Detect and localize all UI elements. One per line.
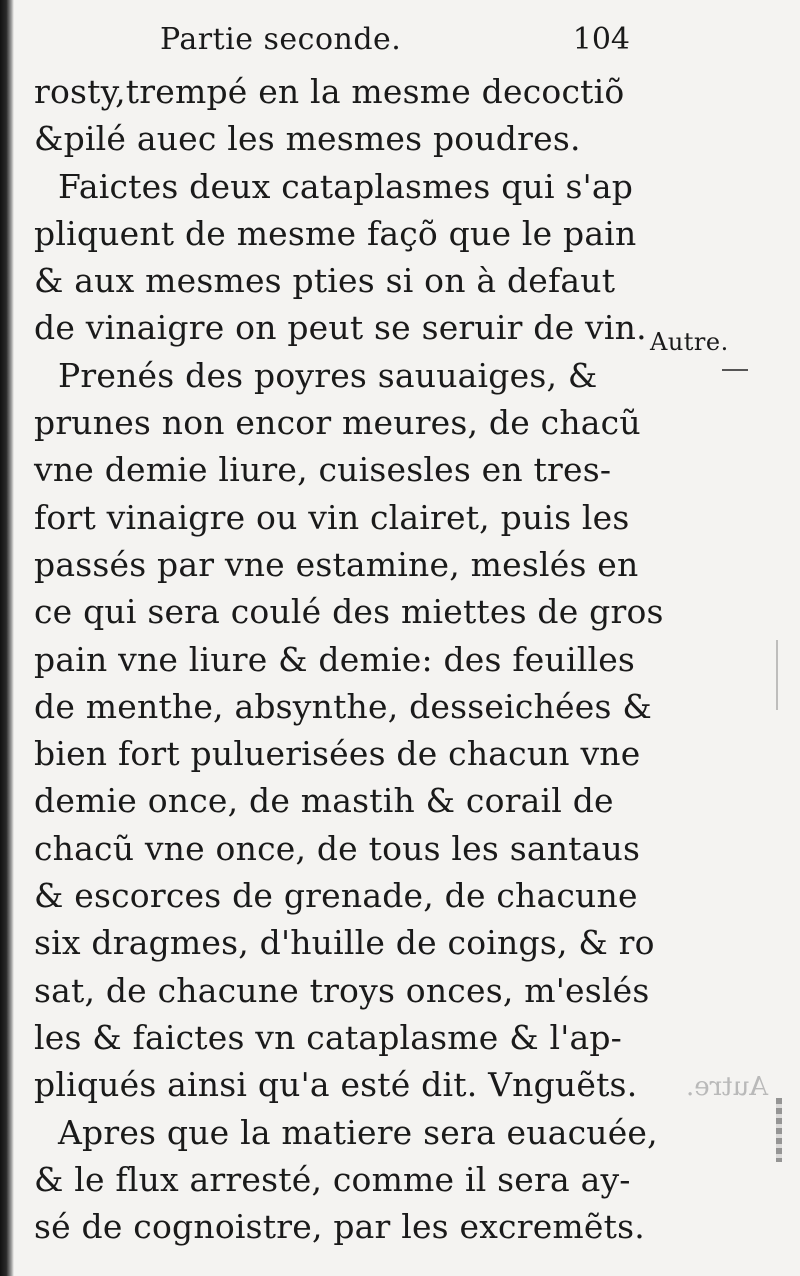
text-line: passés par vne estamine, meslés en (34, 544, 639, 584)
text-line: ce qui sera coulé des miettes de gros (34, 592, 664, 632)
paragraph-start-line: Prenés des poyres sauuaiges, & (58, 355, 598, 395)
text-line: vne demie liure, cuisesles en tres- (34, 450, 612, 490)
page-number: 104 (572, 22, 630, 57)
page-edge-mark (776, 1098, 782, 1162)
text-line: demie once, de mastih & corail de (34, 781, 614, 821)
text-line: fort vinaigre ou vin clairet, puis les (34, 497, 630, 537)
paragraph-start-line: Faictes deux cataplasmes qui s'ap (58, 166, 634, 206)
text-line: de vinaigre on peut se seruir de vin. (34, 308, 647, 348)
body-text (34, 68, 664, 1250)
text-line: bien fort puluerisées de chacun vne (34, 734, 641, 774)
text-line: les & faictes vn cataplasme & l'ap- (34, 1017, 623, 1057)
text-line: & aux mesmes pties si on à defaut (34, 261, 616, 301)
text-line: sat, de chacune troys onces, m'eslés (34, 970, 650, 1010)
show-through-mark: Autre. (686, 1072, 769, 1102)
text-line: pliquent de mesme façõ que le pain (34, 213, 637, 253)
marginal-underline (722, 369, 748, 371)
binding-edge (0, 0, 14, 1276)
text-line: rosty,trempé en la mesme decoctiõ (34, 72, 625, 111)
page-edge-mark (776, 640, 778, 710)
running-title: Partie seconde. (160, 22, 402, 57)
text-line: six dragmes, d'huille de coings, & ro (34, 923, 655, 963)
page-header (160, 22, 630, 66)
text-line: de menthe, absynthe, desseichées & (34, 686, 652, 726)
text-line: sé de cognoistre, par les excremẽts. (34, 1207, 645, 1247)
paragraph-start-line: Apres que la matiere sera euacuée, (58, 1112, 658, 1152)
text-line: &pilé auec les mesmes poudres. (34, 119, 581, 159)
text-line: prunes non encor meures, de chacũ (34, 403, 641, 443)
text-line: pain vne liure & demie: des feuilles (34, 639, 636, 679)
text-line: chacũ vne once, de tous les santaus (34, 828, 641, 868)
text-line: pliqués ainsi qu'a esté dit. Vnguẽts. (34, 1065, 638, 1105)
text-line: & le flux arresté, comme il sera ay- (34, 1159, 631, 1199)
marginal-note: Autre. (650, 328, 729, 356)
text-line: & escorces de grenade, de chacune (34, 876, 638, 916)
